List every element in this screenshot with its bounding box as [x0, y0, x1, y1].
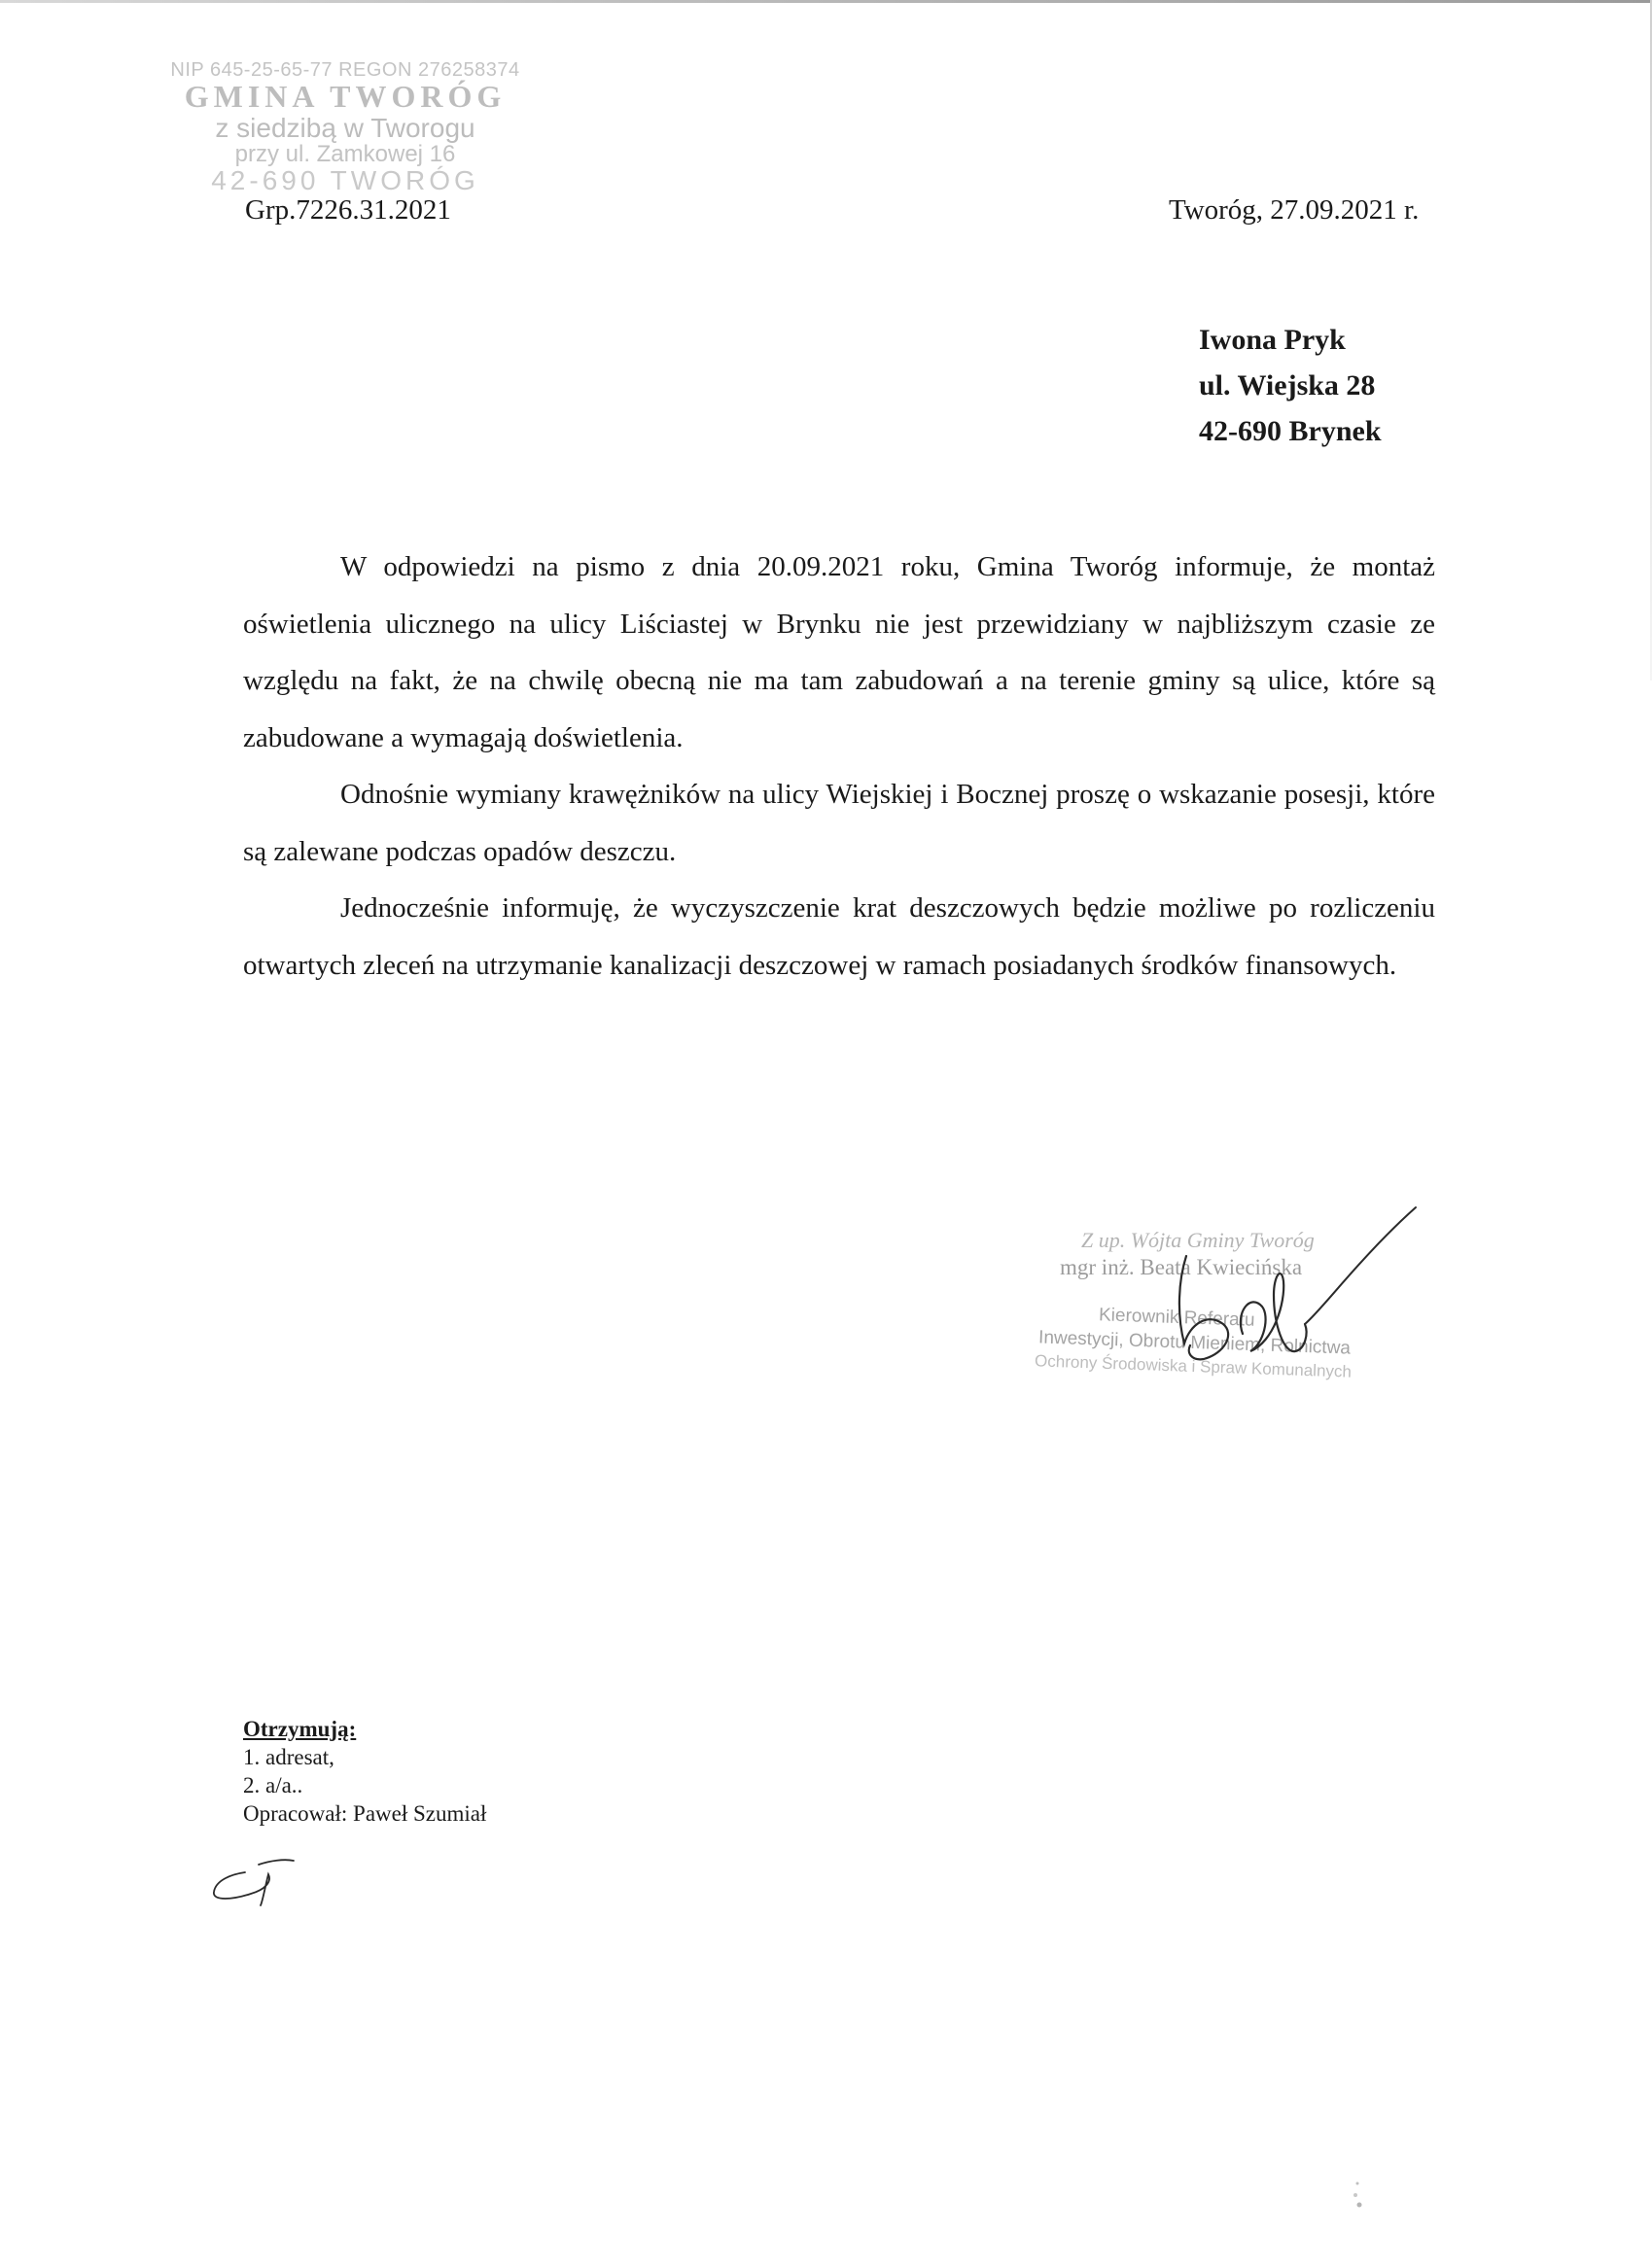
signature-stamp-authorization: Z up. Wójta Gminy Tworóg: [1081, 1228, 1315, 1252]
distribution-heading: Otrzymują:: [243, 1717, 357, 1741]
place-and-date: Tworóg, 27.09.2021 r.: [1169, 194, 1420, 226]
stamp-postcode: 42-690 TWORÓG: [211, 165, 479, 196]
body-paragraph: Odnośnie wymiany krawężników na ulicy Wiejskiej i Bocznej proszę o wskazanie posesji, które są zalewane podczas opadów deszczu.: [243, 779, 1435, 867]
stamp-seat: z siedzibą w Tworogu: [215, 112, 475, 143]
stamp-municipality-name: GMINA TWORÓG: [184, 79, 507, 114]
stamp-street: przy ul. Zamkowej 16: [234, 140, 456, 167]
signature-stamp-department: Inwestycji, Obrotu Mieniem, Rolnictwa: [1037, 1327, 1352, 1359]
distribution-list: [243, 1715, 486, 1828]
municipality-stamp: [156, 60, 535, 195]
scan-top-edge: [0, 0, 1652, 3]
handwritten-signature: [1128, 1188, 1420, 1373]
signature-stamp-name: mgr inż. Beata Kwiecińska: [1060, 1255, 1303, 1279]
letter-body: [243, 539, 1435, 994]
recipient-address: [1199, 317, 1382, 454]
signature-stamp-position: Kierownik Referatu: [1098, 1305, 1255, 1331]
stamp-tax-ids: NIP 645-25-65-77 REGON 276258374: [170, 59, 520, 81]
recipient-street: ul. Wiejska 28: [1199, 369, 1376, 401]
signature-stamp-department-cont: Ochrony Środowiska i Spraw Komunalnych: [1034, 1351, 1353, 1381]
recipient-city: 42-690 Brynek: [1199, 415, 1382, 447]
recipient-name: Iwona Pryk: [1199, 324, 1346, 356]
distribution-item: 1. adresat,: [243, 1745, 334, 1769]
reference-number: Grp.7226.31.2021: [245, 194, 451, 226]
body-paragraph: Jednocześnie informuję, że wyczyszczenie krat deszczowych będzie możliwe po rozliczeniu otwartych zleceń na utrzymanie kanalizacji deszczowej w ramach posiadanych środków finansowych.: [243, 892, 1435, 981]
distribution-item: 2. a/a..: [243, 1773, 303, 1797]
scan-speck: [1348, 2174, 1367, 2213]
prepared-by: Opracował: Paweł Szumiał: [243, 1801, 487, 1826]
handwritten-initials: [204, 1851, 301, 1909]
body-paragraph: W odpowiedzi na pismo z dnia 20.09.2021 roku, Gmina Tworóg informuje, że montaż oświetlenia ulicznego na ulicy Liściastej w Brynku nie jest przewidziany w najbliższym czasie ze względu na fakt, że na chwilę obecną nie ma tam zabudowań a na terenie gminy są ulice, które są zabudowane a wymagają doświetlenia.: [243, 551, 1435, 753]
